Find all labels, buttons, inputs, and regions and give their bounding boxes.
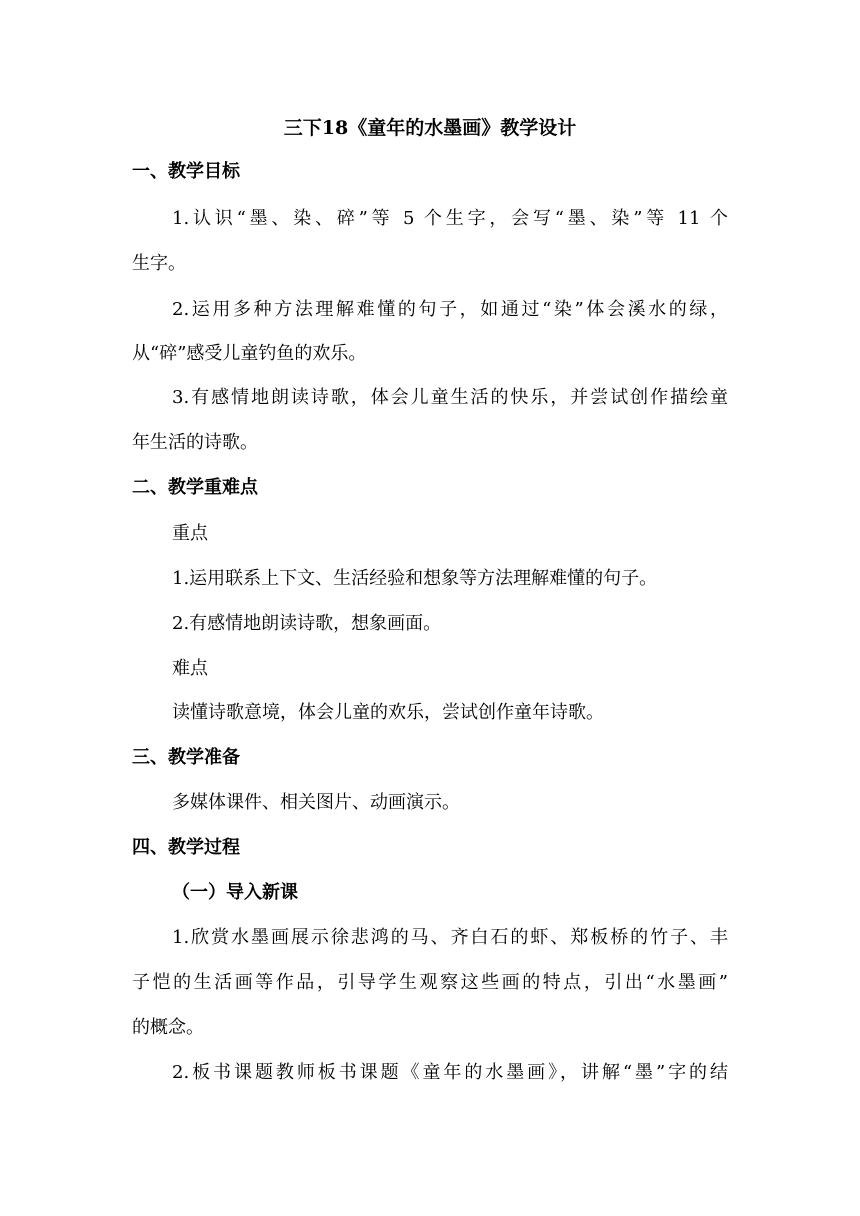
goal-item-2-line-1: 2.运用多种方法理解难懂的句子，如通过“染”体会溪水的绿， <box>172 299 728 320</box>
process-item-1-line-3: 的概念。 <box>132 1017 204 1038</box>
key-item-1: 1.运用联系上下文、生活经验和想象等方法理解难懂的句子。 <box>172 568 658 589</box>
section-heading-preparation: 三、教学准备 <box>132 747 240 768</box>
section-heading-goals: 一、教学目标 <box>132 161 240 182</box>
goal-item-2-line-2: 从“碎”感受儿童钓鱼的欢乐。 <box>132 343 367 364</box>
process-sub-heading: （一）导入新课 <box>172 882 298 903</box>
goal-item-1-line-2: 生字。 <box>132 253 186 274</box>
key-label: 重点 <box>172 523 208 544</box>
preparation-text: 多媒体课件、相关图片、动画演示。 <box>172 792 460 813</box>
goal-item-3-line-2: 年生活的诗歌。 <box>132 432 258 453</box>
section-heading-process: 四、教学过程 <box>132 837 240 858</box>
difficult-label: 难点 <box>172 658 208 679</box>
process-item-1-line-1: 1.欣赏水墨画展示徐悲鸿的马、齐白石的虾、郑板桥的竹子、丰 <box>172 927 728 948</box>
process-item-2-line-1: 2.板书课题教师板书课题《童年的水墨画》，讲解“墨”字的结 <box>172 1062 728 1083</box>
difficult-item-1: 读懂诗歌意境，体会儿童的欢乐，尝试创作童年诗歌。 <box>172 702 604 723</box>
process-item-1-line-2: 子恺的生活画等作品，引导学生观察这些画的特点，引出“水墨画” <box>132 972 728 993</box>
goal-item-3-line-1: 3.有感情地朗读诗歌，体会儿童生活的快乐，并尝试创作描绘童 <box>172 387 728 408</box>
document-title: 三下18《童年的水墨画》教学设计 <box>283 117 577 139</box>
goal-item-1-line-1: 1.认识“墨、染、碎”等 5 个生字，会写“墨、染”等 11 个 <box>172 208 728 229</box>
section-heading-key-points: 二、教学重难点 <box>132 477 258 498</box>
key-item-2: 2.有感情地朗读诗歌，想象画面。 <box>172 613 442 634</box>
